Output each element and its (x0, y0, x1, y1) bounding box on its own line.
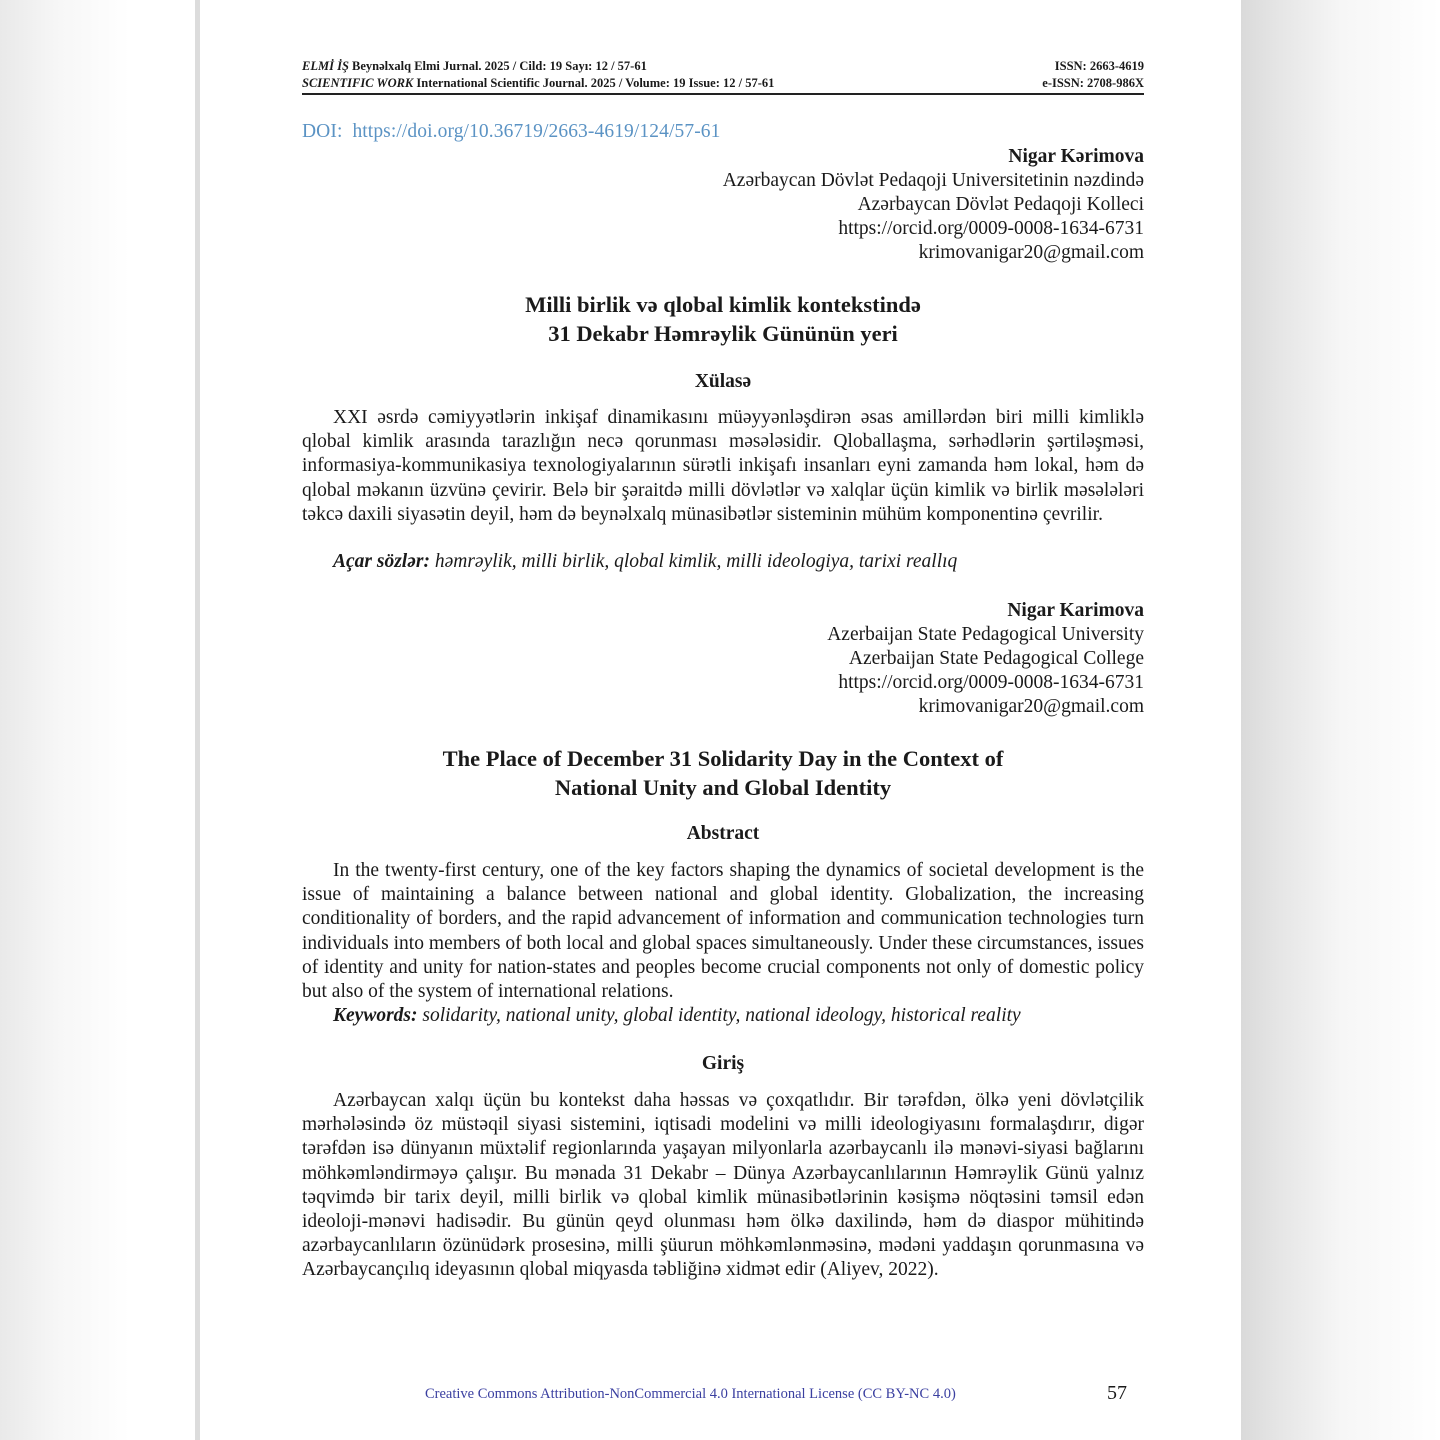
issn: ISSN: 2663-4619 (1054, 59, 1144, 73)
keywords-en (302, 1004, 1175, 1028)
author-email-en[interactable]: krimovanigar20@gmail.com (918, 696, 1144, 717)
author-name-az: Nigar Kərimova (1008, 146, 1144, 167)
page-edge-divider (195, 0, 200, 1440)
abstract-heading-en: Abstract (686, 823, 760, 844)
title-en-line-2: National Unity and Global Identity (554, 775, 892, 800)
document-page (203, 0, 1241, 1440)
article-title-en (302, 744, 1144, 802)
doi-label: DOI: (302, 121, 343, 142)
keywords-label-en: Keywords: (333, 1005, 418, 1026)
keywords-label-az: Açar sözlər: (333, 551, 430, 572)
left-background-margin (0, 0, 200, 1440)
article-title-az (302, 290, 1144, 348)
abstract-text-az (302, 406, 1144, 527)
title-az-line-2: 31 Dekabr Həmrəylik Gününün yeri (548, 321, 898, 346)
abstract-heading-az: Xülasə (694, 371, 752, 392)
journal-info-en: International Scientific Journal. 2025 / Volume: 19 Issue: 12 / 57-61 (413, 76, 775, 90)
journal-name-az: ELMİ İŞ (302, 59, 349, 73)
author-email-az[interactable]: krimovanigar20@gmail.com (918, 242, 1144, 263)
title-az-line-1: Milli birlik və qlobal kimlik kontekstində (525, 292, 921, 317)
author-name-en: Nigar Karimova (1007, 600, 1144, 621)
header-divider (302, 93, 1144, 95)
author-affiliation-1-en: Azerbaijan State Pedagogical University (827, 624, 1144, 645)
right-background-margin (1241, 0, 1440, 1440)
author-affiliation-1-az: Azərbaycan Dövlət Pedaqoji Universitetinin nəzdində (722, 170, 1144, 191)
doi-link[interactable]: https://doi.org/10.36719/2663-4619/124/57-61 (352, 121, 721, 142)
license-link[interactable]: Creative Commons Attribution-NonCommercial 4.0 International License (CC BY-NC 4.0) (425, 1386, 956, 1402)
header-line-az (302, 58, 647, 75)
keywords-list-az: həmrəylik, milli birlik, qlobal kimlik, milli ideologiya, tarixi reallıq (429, 551, 958, 572)
journal-header (302, 58, 1144, 92)
eissn: e-ISSN: 2708-986X (1042, 76, 1144, 90)
author-block-en (302, 599, 1144, 719)
intro-heading: Giriş (701, 1053, 745, 1074)
abstract-body-en: In the twenty-first century, one of the key factors shaping the dynamics of societal development is the issue of maintaining a balance between national and global identity. Globalization, the increasing conditionality of borders, and the rapid advancement of information and communication technologies turn individuals into members of both local and global spaces simultaneously. Under these circumstances, issues of identity and unity for nation-states and peoples become crucial components not only of domestic policy but also of the system of international relations. (302, 860, 1144, 1003)
journal-info-az: Beynəlxalq Elmi Jurnal. 2025 / Cild: 19 Sayı: 12 / 57-61 (348, 59, 647, 73)
abstract-text-en (302, 859, 1144, 1004)
intro-text (302, 1089, 1144, 1283)
keywords-az (302, 550, 1175, 574)
keywords-list-en: solidarity, national unity, global identity, national ideology, historical reality (417, 1005, 1021, 1026)
author-affiliation-2-az: Azərbaycan Dövlət Pedaqoji Kolleci (857, 194, 1144, 215)
intro-body: Azərbaycan xalqı üçün bu kontekst daha həssas və çoxqatlıdır. Bir tərəfdən, ölkə yeni dövlətçilik mərhələsində öz müstəqil siyasi sistemini, iqtisadi modelini və milli ideologiyasını formalaşdırır, digər tərəfdən isə dünyanın müxtəlif regionlarında yaşayan milyonlarla azərbaycanlı ilə mənəvi-siyasi bağlarını möhkəmləndirməyə çalışır. Bu mənada 31 Dekabr – Dünya Azərbaycanlılarının Həmrəylik Günü yalnız təqvimdə bir tarix deyil, milli birlik və qlobal kimlik münasibətlərinin kəsişmə nöqtəsini təmsil edən ideoloji-mənəvi hadisədir. Bu günün qeyd olunması həm ölkə daxilində, həm də diaspor mühitində azərbaycanlıların özünüdərk prosesinə, milli şüurun möhkəmlənməsinə, mədəni yaddaşın qorunmasına və Azərbaycançılıq ideyasının qlobal miqyasda təbliğinə xidmət edir (Aliyev, 2022). (302, 1090, 1144, 1281)
abstract-body-az: XXI əsrdə cəmiyyətlərin inkişaf dinamikasını müəyyənləşdirən əsas amillərdən biri milli kimliklə qlobal kimlik arasında tarazlığın necə qorunması məsələsidir. Qloballaşma, sərhədlərin şərtiləşməsi, informasiya-kommunikasiya texnologiyalarının sürətli inkişafı insanları eyni zamanda həm lokal, həm də qlobal məkanın üzvünə çevirir. Belə bir şəraitdə milli dövlətlər və xalqlar üçün kimlik və birlik məsələləri təkcə daxili siyasətin deyil, həm də beynəlxalq münasibətlər sisteminin mühüm komponentinə çevrilir. (302, 407, 1144, 525)
author-orcid-en[interactable]: https://orcid.org/0009-0008-1634-6731 (838, 672, 1144, 693)
author-block-az (302, 145, 1144, 265)
doi-line (302, 121, 1144, 143)
journal-name-en: SCIENTIFIC WORK (302, 76, 414, 90)
page-number: 57 (1107, 1382, 1127, 1404)
author-affiliation-2-en: Azerbaijan State Pedagogical College (848, 648, 1144, 669)
header-line-en (302, 75, 774, 92)
author-orcid-az[interactable]: https://orcid.org/0009-0008-1634-6731 (838, 218, 1144, 239)
title-en-line-1: The Place of December 31 Solidarity Day in the Context of (442, 746, 1004, 771)
